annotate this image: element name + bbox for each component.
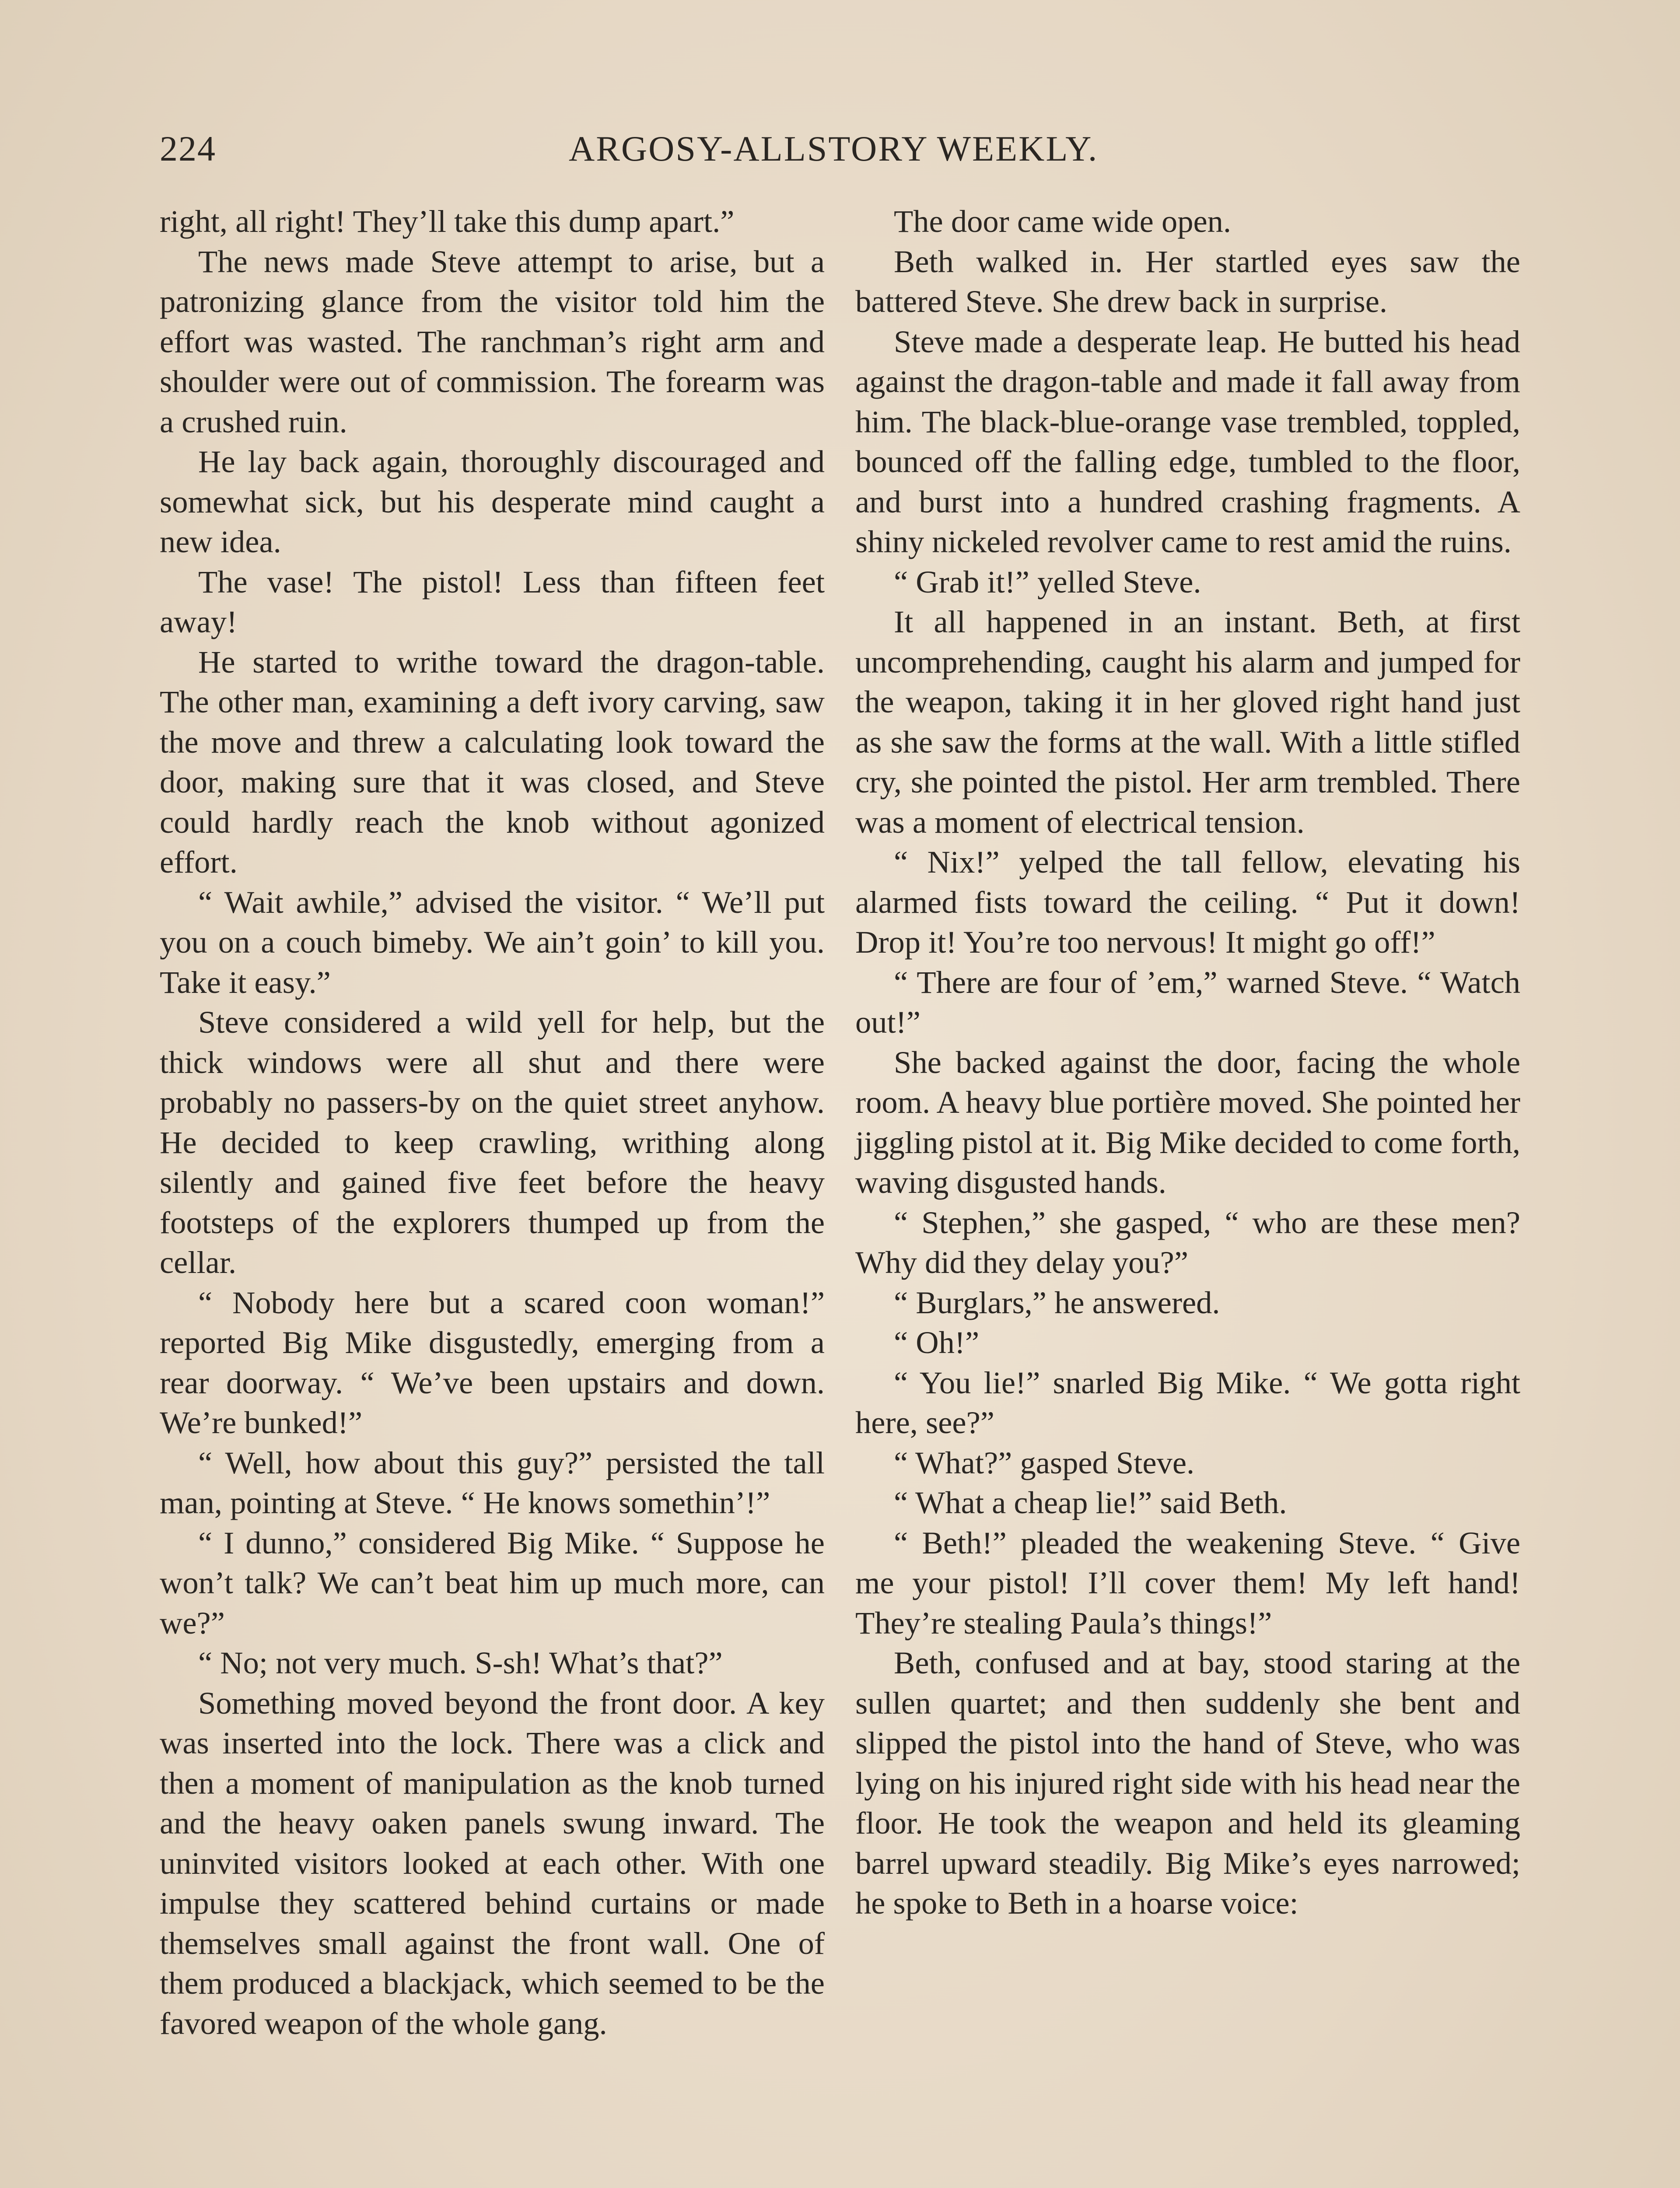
paragraph: “ Stephen,” she gasped, “ who are these men? Why did they delay you?”	[855, 1204, 1520, 1280]
right-column	[855, 201, 1520, 1923]
paragraph: She backed against the door, facing the whole room. A heavy blue portière moved. She pointed her jiggling pistol at it. Big Mike decided to come forth, waving disgusted hands.	[855, 1044, 1520, 1200]
paragraph: “ I dunno,” considered Big Mike. “ Suppose he won’t talk? We can’t beat him up much more, can we?”	[160, 1525, 825, 1641]
paragraph: The news made Steve attempt to arise, but a patronizing glance from the visitor told him the effort was wasted. The ranchman’s right arm and shoulder were out of commission. The forearm was a crushed ruin.	[160, 243, 825, 439]
paragraph: “ There are four of ’em,” warned Steve. “ Watch out!”	[855, 964, 1520, 1040]
page-number: 224	[160, 129, 216, 168]
paragraph: He lay back again, thoroughly discouraged and somewhat sick, but his desperate mind caught a new idea.	[160, 444, 825, 559]
paragraph: Beth walked in. Her startled eyes saw the battered Steve. She drew back in surprise.	[855, 243, 1520, 319]
paragraph: “ Nobody here but a scared coon woman!” reported Big Mike disgustedly, emerging from a rear doorway. “ We’ve been upstairs and down. We’re bunked!”	[160, 1284, 825, 1440]
paragraph: “ No; not very much. S-sh! What’s that?”	[198, 1645, 723, 1680]
paragraph: “ Burglars,” he answered.	[894, 1284, 1220, 1320]
paragraph: “ You lie!” snarled Big Mike. “ We gotta right here, see?”	[855, 1364, 1520, 1440]
paragraph: Steve considered a wild yell for help, but the thick windows were all shut and there were probably no passers-by on the quiet street anyhow. He decided to keep crawling, writhing along silently and gained five feet before the heavy footsteps of the explorers thumped up from the cellar.	[160, 1004, 825, 1280]
paragraph: “ Beth!” pleaded the weakening Steve. “ Give me your pistol! I’ll cover them! My left hand! They’re stealing Paula’s things!”	[855, 1525, 1520, 1641]
paragraph: The vase! The pistol! Less than fifteen feet away!	[160, 564, 825, 639]
paragraph: “ What a cheap lie!” said Beth.	[894, 1485, 1287, 1520]
paragraph: “ Well, how about this guy?” persisted the tall man, pointing at Steve. “ He knows somethin’!”	[160, 1445, 825, 1520]
paragraph: “ Nix!” yelped the tall fellow, elevating his alarmed fists toward the ceiling. “ Put it down! Drop it! You’re too nervous! It might go off!”	[855, 844, 1520, 960]
paragraph: He started to writhe toward the dragon-table. The other man, examining a deft ivory carving, saw the move and threw a calculating look toward the door, making sure that it was closed, and Steve could hardly reach the knob without agonized effort.	[160, 644, 825, 880]
paragraph: “ What?” gasped Steve.	[894, 1445, 1195, 1480]
paragraph: right, all right! They’ll take this dump apart.”	[160, 203, 735, 239]
paragraph: “ Wait awhile,” advised the visitor. “ We’ll put you on a couch bimeby. We ain’t goin’ to kill you. Take it easy.”	[160, 884, 825, 1000]
paragraph: Steve made a desperate leap. He butted his head against the dragon-table and made it fall away from him. The black-blue-orange vase trembled, toppled, bounced off the falling edge, tumbled to the floor, and burst into a hundred crashing fragments. A shiny nickeled revolver came to rest amid the ruins.	[855, 323, 1520, 559]
paragraph: Beth, confused and at bay, stood staring at the sullen quartet; and then suddenly she bent and slipped the pistol into the hand of Steve, who was lying on his injured right side with his head near the floor. He took the weapon and held its gleaming barrel upward steadily. Big Mike’s eyes narrowed; he spoke to Beth in a hoarse voice:	[855, 1645, 1520, 1921]
paragraph: The door came wide open.	[894, 203, 1232, 239]
paragraph: Something moved beyond the front door. A key was inserted into the lock. There was a click and then a moment of manipulation as the knob turned and the heavy oaken panels swung inward. The uninvited visitors looked at each other. With one impulse they scattered behind curtains or made themselves small against the front wall. One of them produced a blackjack, which seemed to be the favored weapon of the whole gang.	[160, 1685, 825, 2041]
running-head: ARGOSY-ALLSTORY WEEKLY.	[569, 129, 1099, 168]
left-column	[160, 201, 825, 2043]
page-header	[160, 125, 1127, 173]
paragraph: “ Grab it!” yelled Steve.	[894, 564, 1201, 600]
paragraph: “ Oh!”	[894, 1325, 980, 1360]
paragraph: It all happened in an instant. Beth, at first uncomprehending, caught his alarm and jumped for the weapon, taking it in her gloved right hand just as she saw the forms at the wall. With a little stifled cry, she pointed the pistol. Her arm trembled. There was a moment of electrical tension.	[855, 604, 1520, 840]
